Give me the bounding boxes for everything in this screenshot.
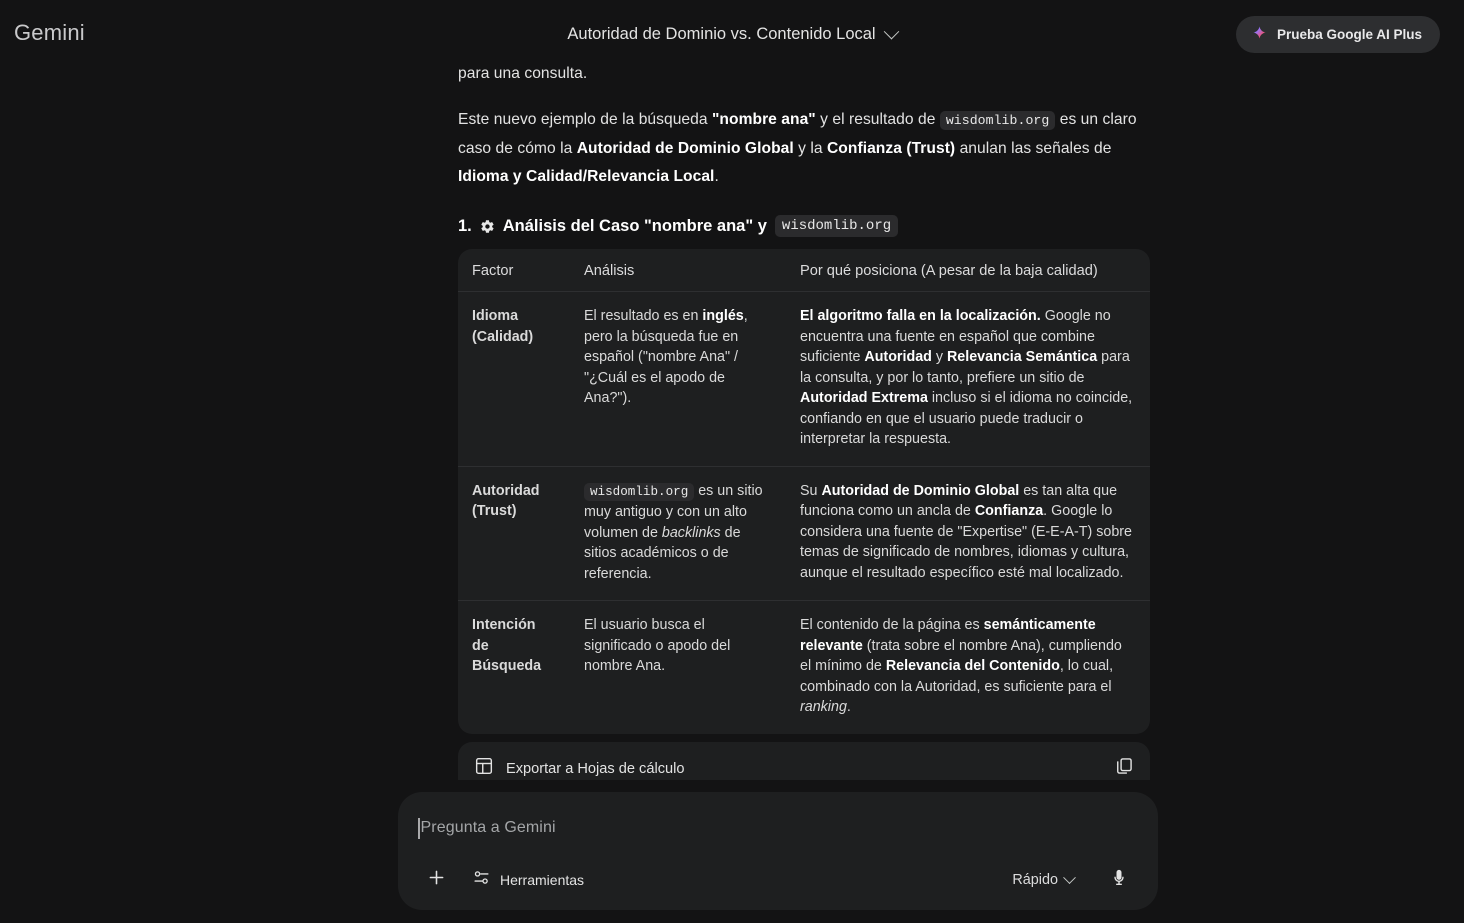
text-run: . Google lo considera una fuente de "Expertise" (E-E-A-T) sobre temas de significado de nombres, idiomas y cultura, aunque el resultado específico esté mal localizado. — [800, 503, 1132, 581]
table-row — [458, 292, 1150, 467]
text-run: Google no encuentra una fuente en español que combine suficiente — [800, 308, 1111, 365]
text-run: es un claro caso de cómo la — [458, 111, 1137, 157]
composer — [398, 792, 1158, 910]
text-bold: Relevancia Semántica — [946, 349, 1098, 365]
table-header-factor: Factor — [458, 249, 570, 292]
conversation-title-dropdown[interactable] — [472, 20, 992, 48]
gear-icon — [480, 219, 495, 234]
text-run: . — [846, 699, 851, 715]
spreadsheet-icon — [474, 756, 494, 780]
table-actions-bar — [458, 742, 1150, 781]
export-to-sheets-label: Exportar a Hojas de cálculo — [506, 760, 685, 777]
table-cell-why — [786, 466, 1150, 601]
table-row — [458, 601, 1150, 734]
assistant-message — [458, 60, 1158, 780]
text-bold: Confianza — [974, 503, 1044, 519]
prompt-placeholder: Pregunta a Gemini — [420, 819, 556, 836]
table-cell-factor: Autoridad (Trust) — [458, 466, 570, 601]
copy-button[interactable] — [1114, 756, 1134, 780]
chevron-down-icon — [1063, 871, 1076, 884]
text-bold: "nombre ana" — [711, 111, 816, 128]
table-header-analisis: Análisis — [570, 249, 786, 292]
text-run: es tan alta que funciona como un ancla de — [800, 482, 1118, 519]
copy-icon — [1114, 756, 1134, 780]
comparison-table-card — [458, 249, 1150, 734]
text-run: Su — [800, 482, 822, 499]
try-google-ai-plus-label: Prueba Google AI Plus — [1276, 27, 1422, 42]
text-run: de sitios académicos o de referencia. — [584, 524, 741, 582]
text-bold: Confianza (Trust) — [826, 140, 956, 157]
table-header-row — [458, 249, 1150, 292]
table-row — [458, 466, 1150, 601]
tune-icon — [472, 868, 491, 892]
text-bold: Autoridad — [864, 349, 932, 365]
text-run: Este nuevo ejemplo de la búsqueda — [458, 111, 712, 128]
table-cell-factor: Intención de Búsqueda — [472, 617, 542, 674]
text-bold: Relevancia del Contenido — [885, 658, 1060, 674]
table-cell-why — [786, 292, 1150, 467]
table-cell-why — [786, 601, 1150, 734]
text-bold: Idioma y Calidad/Relevancia Local — [458, 168, 715, 185]
heading-text: Análisis del Caso "nombre ana" y — [502, 216, 767, 235]
text-bold: El algoritmo falla en la localización. — [800, 308, 1041, 324]
comparison-table — [458, 249, 1150, 734]
text-run: , lo cual, combinado con la Autoridad, es suficiente para el — [800, 658, 1114, 695]
microphone-icon — [1109, 868, 1129, 893]
text-bold: semánticamente relevante — [800, 617, 1096, 654]
text-caret — [418, 818, 420, 839]
text-run: El contenido de la página es — [800, 617, 984, 633]
tools-button[interactable] — [464, 863, 596, 897]
paragraph-fragment: para una consulta. — [458, 65, 588, 82]
export-to-sheets-button[interactable] — [474, 756, 684, 780]
text-run: incluso si el idioma no coincide, confiando en que el usuario puede traducir o interpretar la respuesta. — [800, 390, 1133, 447]
text-run: y el resultado de — [815, 111, 940, 128]
table-header-porque: Por qué posiciona (A pesar de la baja calidad) — [786, 249, 1150, 292]
table-cell-analysis: El usuario busca el significado o apodo del nombre Ana. — [584, 617, 731, 674]
table-cell-analysis — [570, 466, 786, 601]
app-brand: Gemini — [14, 20, 85, 45]
text-run: para la consulta, y por lo tanto, prefiere un sitio de — [800, 349, 1130, 386]
text-bold: Autoridad de Dominio Global — [821, 482, 1020, 499]
chevron-down-icon — [883, 23, 899, 39]
text-italic: ranking — [800, 699, 847, 715]
plus-icon — [426, 867, 447, 893]
model-selector-label: Rápido — [1012, 872, 1058, 888]
section-heading — [458, 215, 1158, 237]
conversation-title-label: Autoridad de Dominio vs. Contenido Local — [567, 24, 876, 43]
text-run: anulan las señales de — [955, 140, 1112, 157]
text-italic: backlinks — [661, 524, 721, 541]
try-google-ai-plus-button[interactable] — [1236, 16, 1440, 53]
text-run: y — [931, 349, 947, 365]
composer-actions — [418, 860, 1138, 900]
tools-label: Herramientas — [500, 872, 585, 888]
add-attachment-button[interactable] — [418, 862, 454, 898]
inline-code-domain: wisdomlib.org — [584, 483, 694, 501]
table-cell-analysis — [570, 292, 786, 467]
prompt-input[interactable] — [418, 810, 1138, 846]
table-cell-factor: Idioma (Calidad) — [458, 292, 570, 467]
model-selector[interactable] — [1002, 863, 1084, 897]
text-run: El resultado es en — [584, 308, 703, 324]
text-bold: Autoridad de Dominio Global — [576, 140, 794, 157]
heading-index: 1. — [458, 216, 472, 235]
top-bar — [0, 0, 1464, 68]
paragraph-intro — [458, 106, 1154, 191]
text-run: y la — [793, 140, 827, 157]
text-bold: Autoridad Extrema — [800, 390, 928, 406]
text-run: (trata sobre el nombre Ana), cumpliendo el mínimo de — [800, 637, 1122, 674]
text-run: , pero la búsqueda fue en español ("nombre Ana" / "¿Cuál es el apodo de Ana?"). — [584, 308, 748, 406]
text-run: . — [714, 168, 719, 185]
microphone-button[interactable] — [1100, 861, 1138, 899]
inline-code-domain: wisdomlib.org — [775, 215, 898, 237]
text-run: es un sitio muy antiguo y con un alto volumen de — [584, 482, 763, 541]
gemini-sparkle-icon — [1251, 24, 1268, 46]
inline-code-domain: wisdomlib.org — [940, 111, 1056, 130]
text-bold: inglés — [702, 308, 744, 324]
conversation-scroll-area[interactable] — [0, 60, 1464, 780]
